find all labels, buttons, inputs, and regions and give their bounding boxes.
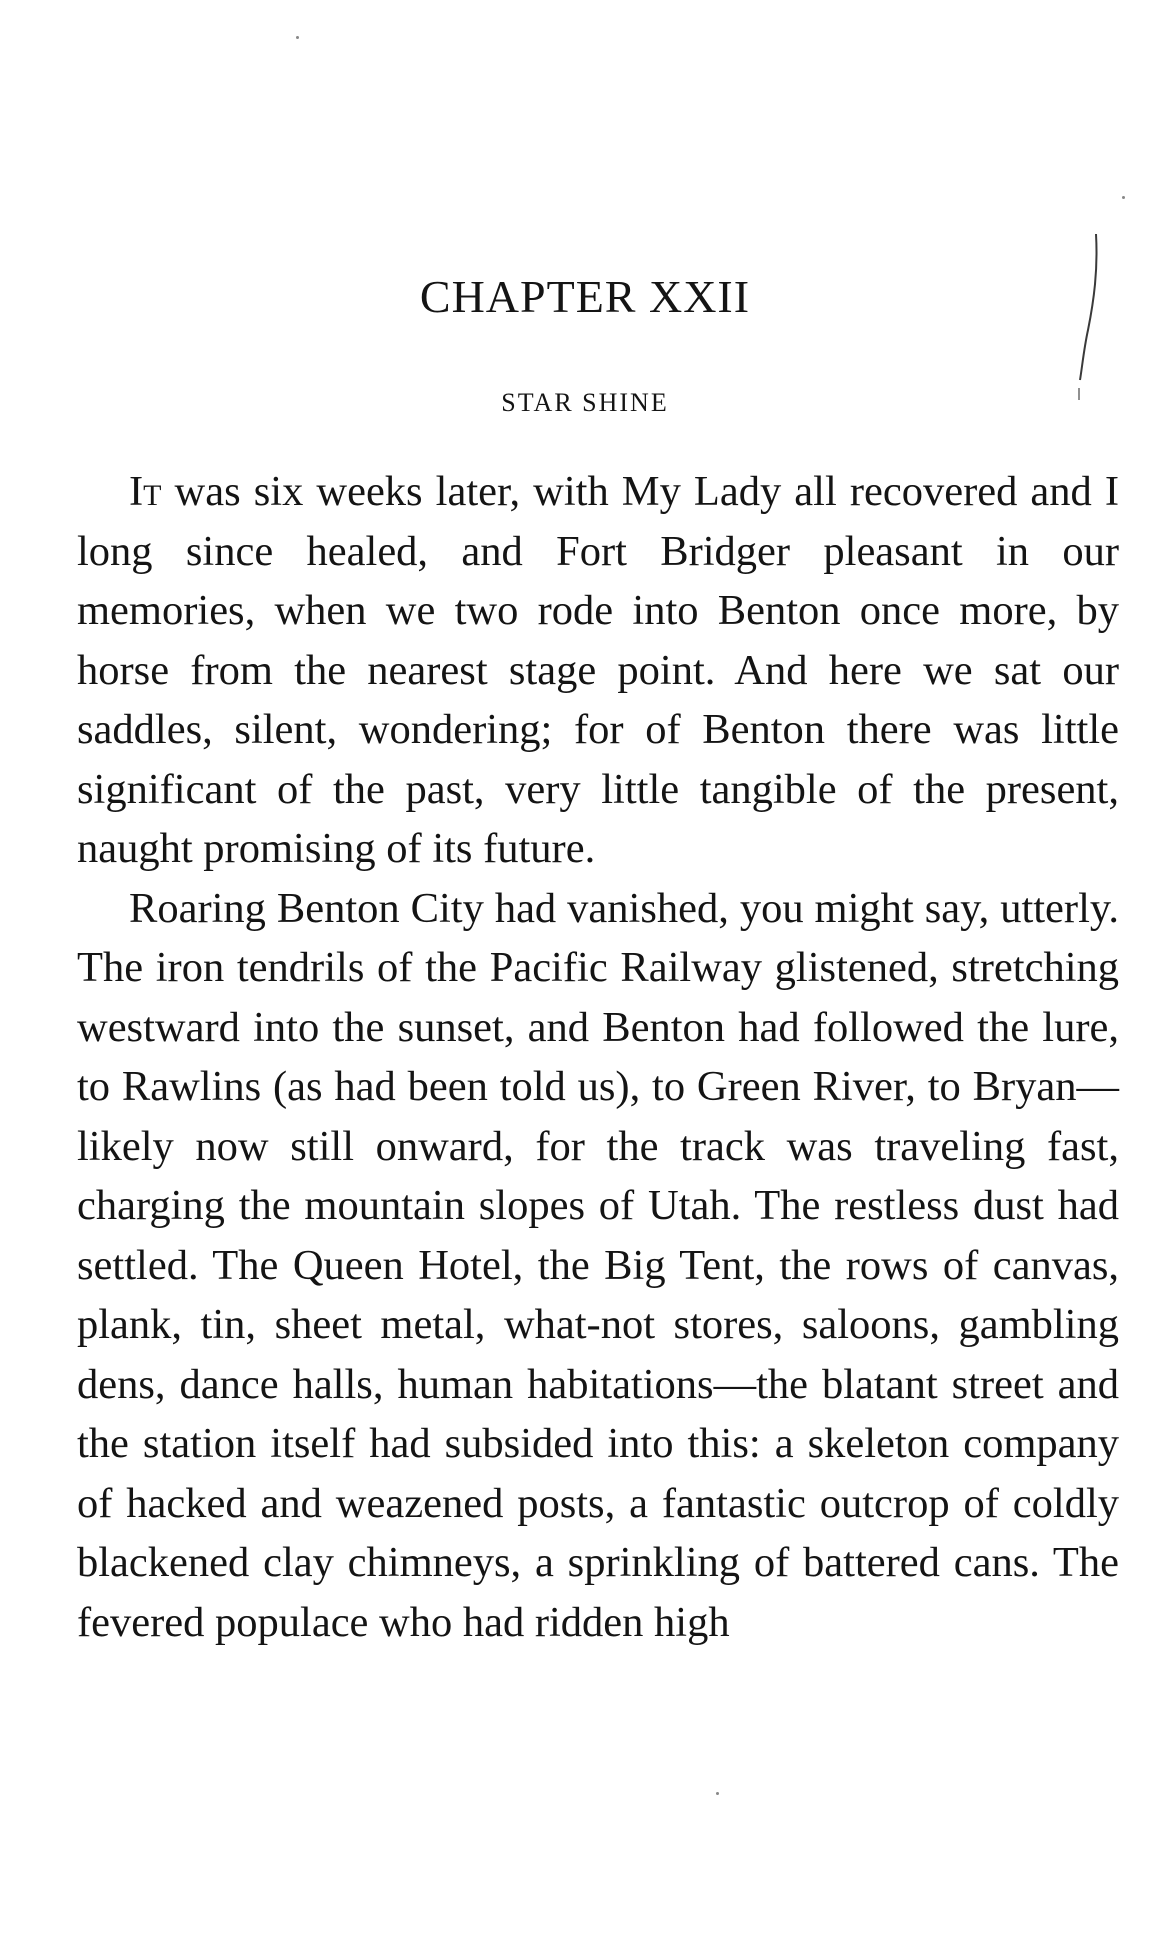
paragraph [77,462,1119,879]
chapter-body [77,462,1119,1652]
paper-speck [1122,196,1125,199]
chapter-subtitle: STAR SHINE [501,388,669,417]
chapter-title: CHAPTER XXII [419,271,751,322]
paper-speck [296,36,299,39]
drop-lead-word: It [129,468,162,515]
paragraph-text: was six weeks later, with My Lady all recovered and I long since healed, and Fort Bridger pleasant in our memories, when we two rode into Benton once more, by horse from the nearest stage point. And here we sat our saddles, silent, wondering; for of Benton there was little significant of the past, very little tangible of the present, naught promising of its future. [77,468,1119,872]
paragraph: Roaring Benton City had vanished, you might say, utterly. The iron tendrils of the Pacific Railway glistened, stretching westward into the sunset, and Benton had followed the lure, to Rawlins (as had been told us), to Green River, to Bryan—likely now still onward, for the track was traveling fast, charging the mountain slopes of Utah. The restless dust had settled. The Queen Hotel, the Big Tent, the rows of canvas, plank, tin, sheet metal, what-not stores, saloons, gambling dens, dance halls, human habitations—the blatant street and the station itself had subsided into this: a skeleton company of hacked and weazened posts, a fantastic outcrop of coldly blackened clay chimneys, a sprinkling of battered cans. The fevered populace who had ridden high [77,884,1119,1646]
paper-speck [716,1792,719,1795]
